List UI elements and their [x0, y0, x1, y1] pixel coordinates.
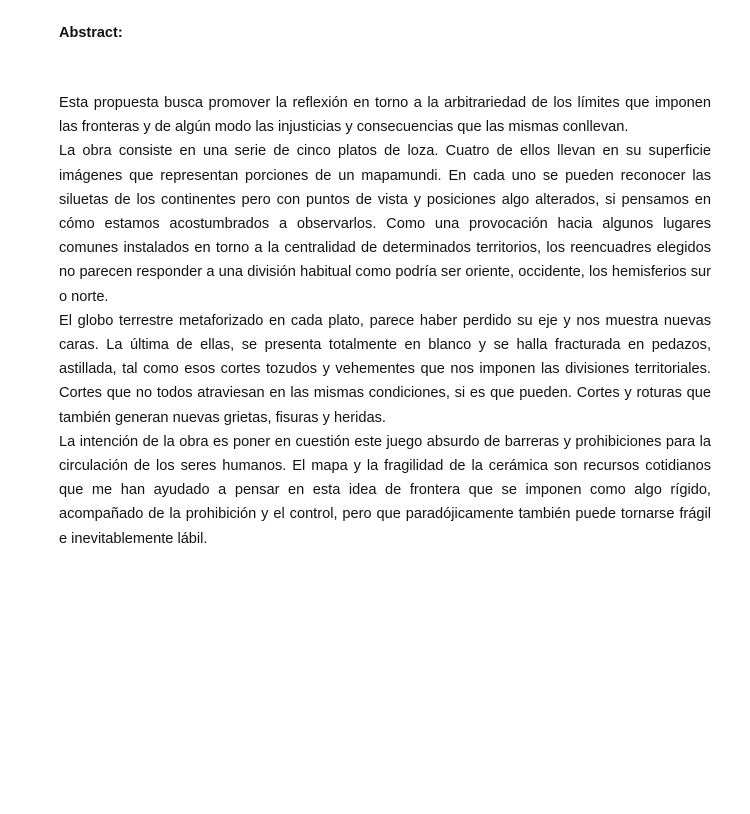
paragraph-3: El globo terrestre metaforizado en cada plato, parece haber perdido su eje y nos muestra nuevas caras. La última de ellas, se presenta totalmente en blanco y se halla fracturada en pedazos, astillada, tal como esos cortes tozudos y vehementes que nos imponen las divisiones territoriales. Cortes que no todos atraviesan en las mismas condiciones, si es que pueden. Cortes y roturas que también generan nuevas grietas, fisuras y heridas.: [59, 312, 711, 426]
document-page: [59, 22, 711, 551]
paragraph-1: Esta propuesta busca promover la reflexión en torno a la arbitrariedad de los límites que imponen las fronteras y de algún modo las injusticias y consecuencias que las mismas conllevan.: [59, 95, 711, 136]
abstract-body: [59, 91, 711, 551]
paragraph-2: La obra consiste en una serie de cinco platos de loza. Cuatro de ellos llevan en su superficie imágenes que representan porciones de un mapamundi. En cada uno se pueden reconocer las siluetas de los continentes pero con puntos de vista y posiciones algo alterados, si pensamos en cómo estamos acostumbrados a observarlos. Como una provocación hacia algunos lugares comunes instalados en torno a la centralidad de determinados territorios, los reencuadres elegidos no parecen responder a una división habitual como podría ser oriente, occidente, los hemisferios sur o norte.: [59, 143, 711, 305]
abstract-heading: Abstract:: [59, 25, 123, 41]
paragraph-4: La intención de la obra es poner en cuestión este juego absurdo de barreras y prohibiciones para la circulación de los seres humanos. El mapa y la fragilidad de la cerámica son recursos cotidianos que me han ayudado a pensar en esta idea de frontera que se imponen como algo rígido, acompañado de la prohibición y el control, pero que paradójicamente también puede tornarse frágil e inevitablemente lábil.: [59, 433, 711, 547]
